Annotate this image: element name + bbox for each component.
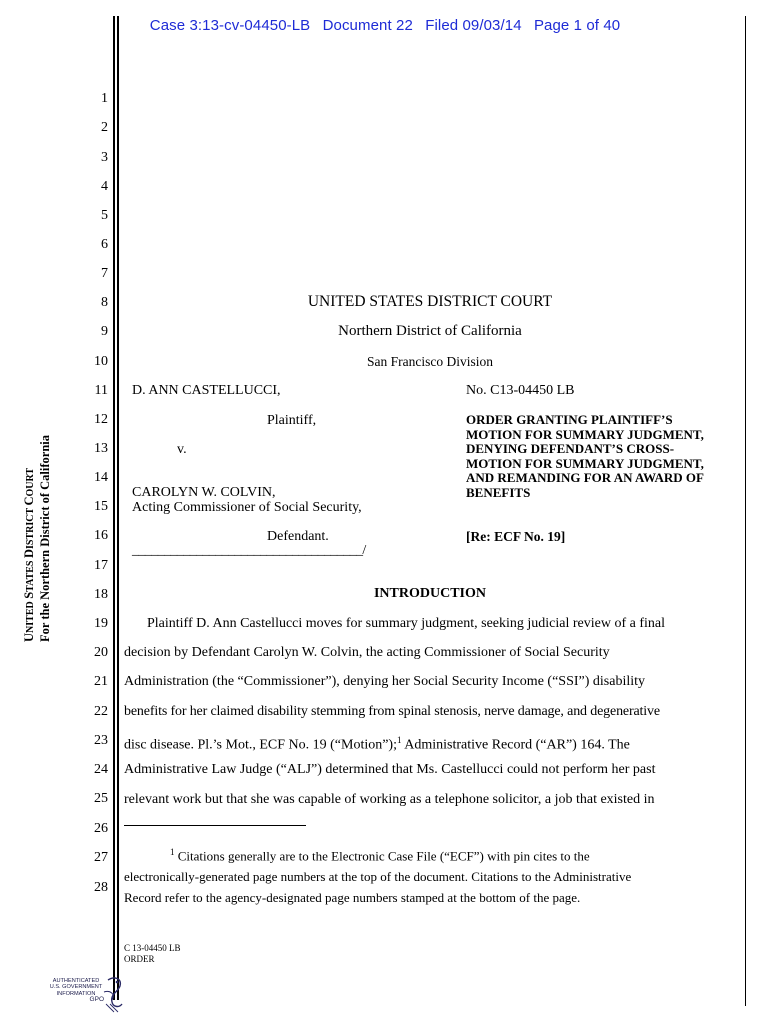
line-number: 27 xyxy=(94,850,108,865)
line-number: 14 xyxy=(94,470,108,485)
plaintiff-role: Plaintiff, xyxy=(267,413,317,428)
right-margin-rule xyxy=(745,16,746,1006)
footer xyxy=(124,943,181,965)
line-number: 9 xyxy=(101,324,108,339)
body-line-25: relevant work but that she was capable of working as a telephone solicitor, a job that existed in xyxy=(124,792,655,807)
defendant-title: Acting Commissioner of Social Security, xyxy=(132,500,362,515)
body-line-19: Plaintiff D. Ann Castellucci moves for summary judgment, seeking judicial review of a final xyxy=(147,616,666,631)
body-line-23: disc disease. Pl.’s Mot., ECF No. 19 (“Motion”);$^1$ Administrative Record (“AR”) 164. The xyxy=(124,735,630,753)
court-district: Northern District of California xyxy=(338,323,522,339)
section-heading: INTRODUCTION xyxy=(373,586,486,601)
line-number: 15 xyxy=(94,499,108,514)
line-number: 16 xyxy=(94,528,108,543)
header-page-count: Page 1 of 40 xyxy=(533,17,621,34)
line-number: 2 xyxy=(101,120,108,135)
caption-closing-line: ____________________________________/ xyxy=(132,543,366,558)
footnote-line-2: electronically-generated page numbers at the top of the document. Citations to the Administrative xyxy=(124,869,632,885)
body-line-21: Administration (the “Commissioner”), denying her Social Security Income (“SSI”) disability xyxy=(124,674,646,689)
case-number: No. C13-04450 LB xyxy=(466,383,575,398)
body-line-20: decision by Defendant Carolyn W. Colvin, the acting Commissioner of Social Security xyxy=(124,645,610,660)
line-number-column xyxy=(76,0,108,1024)
line-number: 8 xyxy=(101,295,108,310)
sidebar-court-name: UNITED STATES DISTRICT COURT xyxy=(22,467,36,642)
footnote-line-3: Record refer to the agency-designated page numbers stamped at the bottom of the page. xyxy=(124,890,581,906)
footnote-reference[interactable]: 1 xyxy=(397,735,402,745)
body-line-24: Administrative Law Judge (“ALJ”) determined that Ms. Castellucci could not perform her past xyxy=(124,762,656,777)
line-number: 4 xyxy=(101,179,108,194)
footnote-marker: 1 xyxy=(170,847,175,857)
gpo-logo-line-1: AUTHENTICATED xyxy=(52,978,100,984)
court-name: UNITED STATES DISTRICT COURT xyxy=(307,293,553,310)
footnote xyxy=(124,842,734,908)
left-margin-rule-outer xyxy=(113,16,115,1000)
line-number: 25 xyxy=(94,791,108,806)
line-number: 24 xyxy=(94,762,108,777)
line-number: 1 xyxy=(101,91,108,106)
line-number: 28 xyxy=(94,880,108,895)
line-number: 21 xyxy=(94,674,108,689)
line-number: 23 xyxy=(94,733,108,748)
gpo-logo-line-4: GPO xyxy=(89,995,104,1003)
versus: v. xyxy=(177,442,187,457)
order-re: [Re: ECF No. 19] xyxy=(466,529,566,544)
header-document: Document 22 xyxy=(322,17,413,34)
line-number: 22 xyxy=(94,704,108,719)
footnote-separator xyxy=(124,825,306,826)
gpo-authentication-logo xyxy=(46,974,128,1014)
line-number: 19 xyxy=(94,616,108,631)
order-title: ORDER GRANTING PLAINTIFF’S MOTION FOR SUMMARY JUDGMENT, DENYING DEFENDANT’S CROSS-MOTION FOR SUMMARY JUDGMENT, AND REMANDING FOR AN AWARD OF BENEFITS xyxy=(466,412,704,500)
line-number: 6 xyxy=(101,237,108,252)
line-number: 10 xyxy=(94,354,108,369)
line-number: 26 xyxy=(94,821,108,836)
defendant-role: Defendant. xyxy=(267,529,329,544)
line-number: 5 xyxy=(101,208,108,223)
line-number: 11 xyxy=(94,383,108,398)
line-number: 20 xyxy=(94,645,108,660)
footer-case-number: C 13-04450 LB xyxy=(124,943,181,953)
gpo-logo-line-3: INFORMATION xyxy=(56,990,96,997)
footer-label: ORDER xyxy=(124,954,155,964)
defendant-name: CAROLYN W. COLVIN, xyxy=(132,485,276,500)
line-number: 7 xyxy=(101,266,108,281)
left-margin-rule-inner xyxy=(117,16,119,1000)
case-header xyxy=(0,17,770,34)
court-division: San Francisco Division xyxy=(367,354,493,369)
line-number: 13 xyxy=(94,441,108,456)
sidebar-district: For the Northern District of California xyxy=(38,434,52,642)
plaintiff-name: D. ANN CASTELLUCCI, xyxy=(132,383,281,398)
line-number: 17 xyxy=(94,558,108,573)
line-number: 3 xyxy=(101,150,108,165)
gpo-eagle-icon xyxy=(100,974,128,1014)
line-number: 18 xyxy=(94,587,108,602)
footnote-line-1: Citations generally are to the Electronic Case File (“ECF”) with pin cites to the xyxy=(174,848,590,864)
line-number: 12 xyxy=(94,412,108,427)
header-filed-date: Filed 09/03/14 xyxy=(425,17,522,34)
body-line-22: benefits for her claimed disability stemming from spinal stenosis, nerve damage, and degenerative xyxy=(124,704,660,719)
gpo-logo-line-2: U.S. GOVERNMENT xyxy=(49,984,103,991)
header-case-number: Case 3:13-cv-04450-LB xyxy=(149,17,311,34)
